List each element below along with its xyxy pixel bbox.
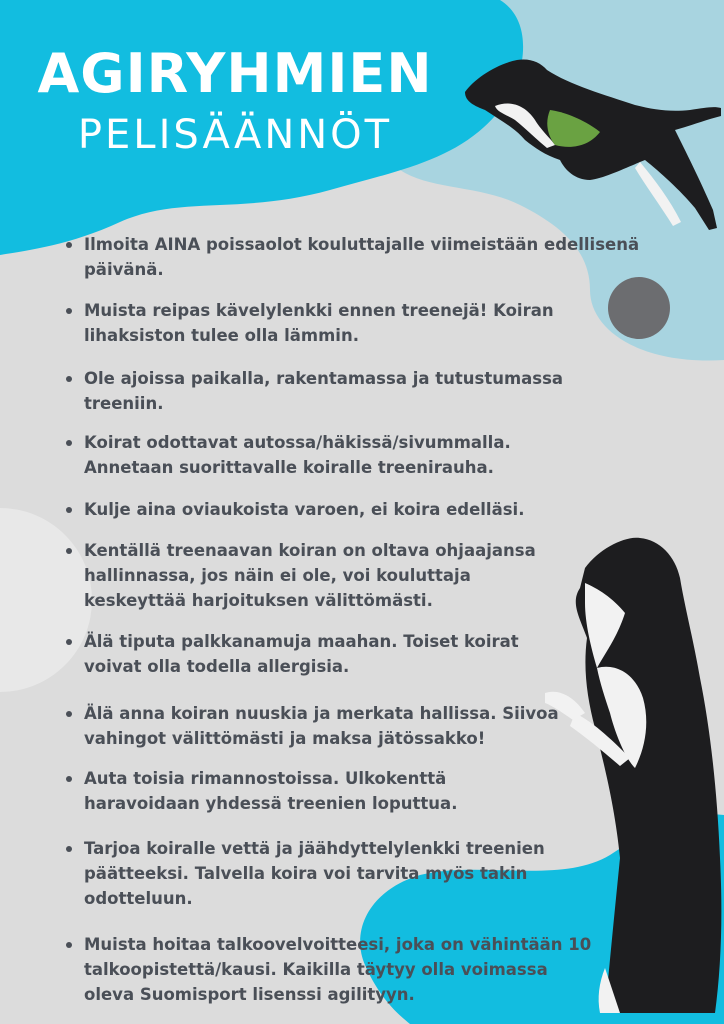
rule-item xyxy=(62,836,662,911)
rule-text: Auta toisia rimannostoissa. Ulkokenttä haravoidaan yhdessä treenien loputtua. xyxy=(84,769,458,813)
rule-text: Koirat odottavat autossa/häkissä/sivummalla. Annetaan suorittavalle koiralle treenirauha. xyxy=(84,433,511,477)
rule-text: Älä anna koiran nuuskia ja merkata hallissa. Siivoa vahingot välittömästi ja maksa jätössakko! xyxy=(84,704,559,748)
bullet-icon xyxy=(66,548,72,554)
rule-text: Älä tiputa palkkanamuja maahan. Toiset koirat voivat olla todella allergisia. xyxy=(84,632,519,676)
rule-text: Ilmoita AINA poissaolot kouluttajalle viimeistään edellisenä päivänä. xyxy=(84,235,640,279)
bullet-icon xyxy=(66,711,72,717)
rule-text: Muista hoitaa talkoovelvoitteesi, joka on vähintään 10 talkoopistettä/kausi. Kaikilla täytyy olla voimassa oleva Suomisport lisenssi agilityyn. xyxy=(84,935,592,1004)
bullet-icon xyxy=(66,440,72,446)
rule-text: Kulje aina oviaukoista varoen, ei koira edelläsi. xyxy=(84,500,525,519)
rule-item xyxy=(62,932,662,1007)
bullet-icon xyxy=(66,942,72,948)
bullet-icon xyxy=(66,308,72,314)
bullet-icon xyxy=(66,242,72,248)
bullet-icon xyxy=(66,639,72,645)
rule-text: Ole ajoissa paikalla, rakentamassa ja tutustumassa treeniin. xyxy=(84,369,564,413)
rule-item xyxy=(62,430,662,480)
rule-item xyxy=(62,701,662,751)
rule-text: Muista reipas kävelylenkki ennen treenejä! Koiran lihaksiston tulee olla lämmin. xyxy=(84,301,554,345)
bullet-icon xyxy=(66,776,72,782)
rule-item xyxy=(62,497,662,522)
rule-text: Tarjoa koiralle vettä ja jäähdyttelylenkki treenien päätteeksi. Talvella koira voi tarvita myös takin odotteluun. xyxy=(84,839,545,908)
bullet-icon xyxy=(66,507,72,513)
page-subtitle: PELISÄÄNNÖT xyxy=(77,112,393,158)
rule-item xyxy=(62,366,662,416)
bullet-icon xyxy=(66,376,72,382)
rule-item xyxy=(62,538,662,613)
rule-item xyxy=(62,629,662,679)
bullet-icon xyxy=(66,846,72,852)
jumping-dog-icon xyxy=(455,50,724,240)
rule-item xyxy=(62,232,662,282)
page-title: AGIRYHMIEN xyxy=(37,42,433,105)
rule-item xyxy=(62,298,662,348)
rule-item xyxy=(62,766,662,816)
rule-text: Kentällä treenaavan koiran on oltava ohjaajansa hallinnassa, jos näin ei ole, voi kouluttaja keskeyttää harjoituksen välittömästi. xyxy=(84,541,536,610)
